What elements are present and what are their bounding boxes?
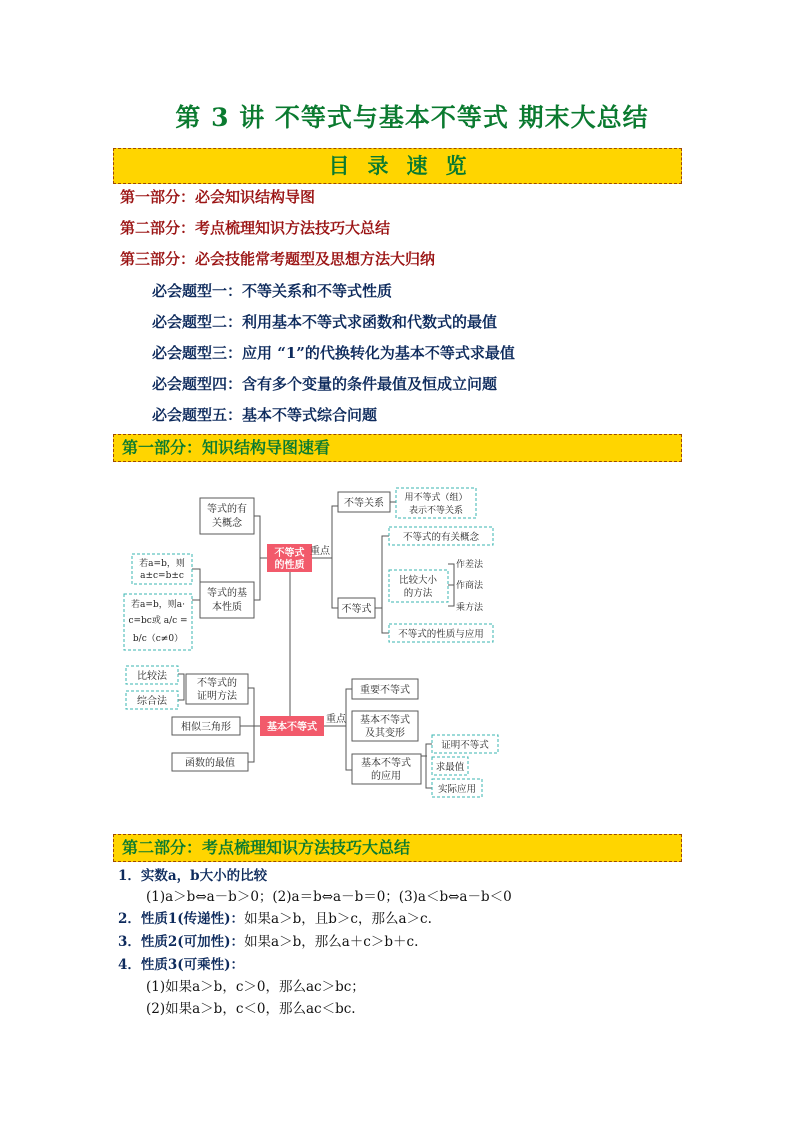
toc-heading: 目录速览 xyxy=(328,153,485,178)
section2-heading-bar xyxy=(113,834,682,862)
mm-app-3: 实际应用 xyxy=(437,784,477,795)
mm-important: 重要不等式 xyxy=(360,685,410,696)
mm-eq-concept-1: 等式的有 xyxy=(207,504,247,515)
mm-compare-2: 的方法 xyxy=(403,588,433,599)
mm-funcmax: 函数的最值 xyxy=(185,758,235,769)
toc-part-3[interactable]: 第三部分：必会技能常考题型及思想方法大归纳 xyxy=(120,250,436,268)
item-4-label: 4．性质3(可乘性)： xyxy=(118,957,245,973)
item-3: 3．性质2(可加性)：如果a＞b，那么a＋c＞b＋c. xyxy=(118,934,419,950)
mm-method-2: 作商法 xyxy=(456,581,484,591)
mm-basic-app-2: 的应用 xyxy=(371,771,401,782)
toc-type-5[interactable]: 必会题型五：基本不等式综合问题 xyxy=(152,406,378,424)
item-4-sub1: (1)如果a＞b，c＞0，那么ac＞bc； xyxy=(146,979,365,995)
mm-eq-props-2: 本性质 xyxy=(212,602,242,613)
mm-method-1: 作差法 xyxy=(456,560,484,570)
mm-note1-l1: 若a=b，则 xyxy=(139,559,185,569)
toc-type-3[interactable]: 必会题型三：应用 “1”的代换转化为基本不等式求最值 xyxy=(152,344,515,362)
mm-similar: 相似三角形 xyxy=(181,722,231,733)
mm-app-2: 求最值 xyxy=(435,762,465,773)
item-1-label: 1．实数a，b大小的比较 xyxy=(118,868,268,884)
mm-ineq-props-text: 不等式的性质与应用 xyxy=(398,629,484,640)
mm-note1-l2: a±c=b±c xyxy=(140,571,184,581)
page-title: 第 3 讲 不等式与基本不等式 期末大总结 xyxy=(175,103,649,132)
item-1-body: (1)a＞b⇔a－b＞0；(2)a＝b⇔a－b＝0；(3)a＜b⇔a－b＜0 xyxy=(146,889,512,905)
mm-focus-bottom: 重点 xyxy=(326,714,346,725)
toc-type-1[interactable]: 必会题型一：不等关系和不等式性质 xyxy=(152,282,393,300)
section1-heading-bar xyxy=(113,434,682,462)
mm-ineq: 不等式 xyxy=(341,604,372,615)
mm-focus-top: 重点 xyxy=(310,546,330,557)
mm-note2-l2: c=bc或 a/c = xyxy=(128,616,188,626)
mm-eq-concept-2: 关概念 xyxy=(212,518,242,529)
mm-center-top-2: 的性质 xyxy=(274,560,305,571)
mm-note2-l1: 若a=b，则a· xyxy=(131,600,185,610)
mm-compare-1: 比较大小 xyxy=(398,575,438,586)
mm-proof-method-1: 比较法 xyxy=(137,671,167,682)
mm-center-bottom-text: 基本不等式 xyxy=(267,722,317,733)
toc-part-1[interactable]: 第一部分：必会知识结构导图 xyxy=(120,188,316,206)
mm-ineq-concept-text: 不等式的有关概念 xyxy=(402,532,480,543)
toc-part-2[interactable]: 第二部分：考点梳理知识方法技巧大总结 xyxy=(120,219,391,237)
item-4-sub2: (2)如果a＞b，c＜0，那么ac＜bc. xyxy=(146,1001,356,1017)
mm-proof-1: 不等式的 xyxy=(197,678,237,689)
toc-heading-bar xyxy=(113,148,682,184)
mm-basic-app-1: 基本不等式 xyxy=(361,758,411,769)
section2-heading: 第二部分：考点梳理知识方法技巧大总结 xyxy=(122,838,411,857)
mm-basic-variant-1: 基本不等式 xyxy=(360,715,410,726)
mm-relation-note-2: 表示不等关系 xyxy=(408,506,464,516)
mm-note2-l3: b/c（c≠0） xyxy=(132,634,184,644)
mm-method-3: 乘方法 xyxy=(456,603,484,613)
mm-app-1: 证明不等式 xyxy=(441,740,489,751)
mm-center-top-1: 不等式 xyxy=(274,548,305,559)
toc-type-4[interactable]: 必会题型四：含有多个变量的条件最值及恒成立问题 xyxy=(152,375,498,393)
mm-proof-2: 证明方法 xyxy=(197,691,237,702)
item-2: 2．性质1(传递性)：如果a＞b，且b＞c，那么a＞c. xyxy=(118,911,432,927)
toc-type-2[interactable]: 必会题型二：利用基本不等式求函数和代数式的最值 xyxy=(152,313,498,331)
mm-proof-method-2: 综合法 xyxy=(137,696,167,707)
mm-eq-props-1: 等式的基 xyxy=(207,588,247,599)
mm-relation: 不等关系 xyxy=(344,498,384,509)
knowledge-mindmap xyxy=(110,478,500,803)
mm-basic-variant-2: 及其变形 xyxy=(365,728,405,739)
section1-heading: 第一部分：知识结构导图速看 xyxy=(122,438,331,457)
mm-relation-note-1: 用不等式（组） xyxy=(404,493,468,503)
